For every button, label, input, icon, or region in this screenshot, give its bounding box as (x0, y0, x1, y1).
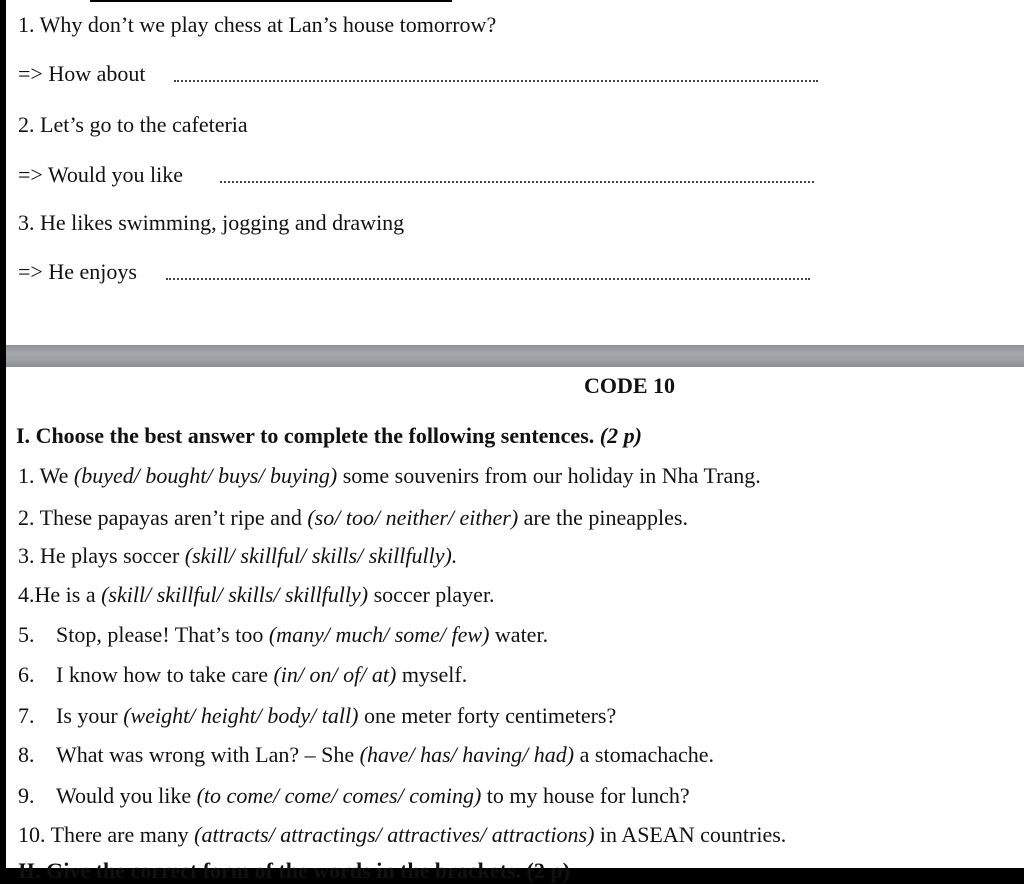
question-5 (18, 622, 548, 648)
rewrite-item-3 (18, 210, 404, 236)
rewrite-item-1 (18, 12, 496, 38)
answer-blank-3[interactable] (166, 278, 810, 280)
rewrite-prompt-1 (18, 61, 145, 87)
question-3 (18, 543, 457, 569)
question-3-number: 3. (18, 543, 35, 568)
question-6 (18, 662, 467, 688)
question-5-after: water. (494, 622, 549, 647)
question-2 (18, 505, 688, 531)
question-3-before: He plays soccer (40, 543, 180, 568)
question-8-options[interactable]: (have/ has/ having/ had) (359, 742, 575, 767)
question-7-options[interactable]: (weight/ height/ body/ tall) (123, 703, 359, 728)
question-7-before: Is your (56, 703, 118, 728)
question-7-after: one meter forty centimeters? (363, 703, 617, 728)
section-2-heading-cutoff (18, 858, 570, 884)
rewrite-item-3-text: He likes swimming, jogging and drawing (40, 210, 405, 235)
question-9-number: 9. (18, 783, 35, 808)
question-2-after: are the pineapples. (523, 505, 688, 530)
section-1-points: (2 p) (599, 423, 642, 448)
answer-blank-2[interactable] (220, 181, 814, 183)
question-1 (18, 463, 761, 489)
rewrite-item-2-text: Let’s go to the cafeteria (40, 112, 248, 137)
question-4-before: He is a (34, 582, 96, 607)
rewrite-prompt-3-text: => He enjoys (18, 259, 137, 284)
question-10-after: in ASEAN countries. (599, 822, 787, 847)
question-10 (18, 822, 786, 848)
question-4-options[interactable]: (skill/ skillful/ skills/ skillfully) (101, 582, 369, 607)
question-8-before: What was wrong with Lan? – She (56, 742, 355, 767)
question-9-after: to my house for lunch? (486, 783, 690, 808)
code-title-text: CODE 10 (584, 373, 676, 398)
answer-blank-1[interactable] (174, 80, 818, 82)
question-4-after: soccer player. (373, 582, 495, 607)
question-9-options[interactable]: (to come/ come/ comes/ coming) (196, 783, 482, 808)
question-8-after: a stomachache. (579, 742, 714, 767)
question-4-number: 4. (18, 582, 35, 607)
rewrite-prompt-3 (18, 259, 137, 285)
worksheet-page (6, 0, 1024, 883)
page-break-band (6, 345, 1024, 367)
question-1-number: 1. (18, 463, 35, 488)
rewrite-item-2 (18, 112, 248, 138)
question-6-number: 6. (18, 662, 35, 687)
question-4 (18, 582, 495, 608)
question-10-before: There are many (50, 822, 189, 847)
question-10-options[interactable]: (attracts/ attractings/ attractives/ attractions) (194, 822, 595, 847)
rewrite-item-2-number: 2. (18, 112, 35, 137)
question-6-after: myself. (401, 662, 468, 687)
question-8-number: 8. (18, 742, 35, 767)
question-9-before: Would you like (56, 783, 192, 808)
question-9 (18, 783, 690, 809)
rewrite-item-1-text: Why don’t we play chess at Lan’s house tomorrow? (39, 12, 497, 37)
section-1-roman: I. (16, 423, 31, 448)
question-7-number: 7. (18, 703, 35, 728)
question-3-options[interactable]: (skill/ skillful/ skills/ skillfully). (184, 543, 458, 568)
section-1-heading (16, 423, 642, 449)
question-6-before: I know how to take care (56, 662, 268, 687)
rewrite-item-1-number: 1. (18, 12, 35, 37)
question-2-number: 2. (18, 505, 35, 530)
rewrite-item-3-number: 3. (18, 210, 35, 235)
top-rule (90, 0, 452, 2)
question-10-number: 10. (18, 822, 46, 847)
rewrite-prompt-2-text: => Would you like (18, 162, 184, 187)
question-1-options[interactable]: (buyed/ bought/ buys/ buying) (73, 463, 338, 488)
question-2-before: These papayas aren’t ripe and (39, 505, 302, 530)
question-1-before: We (39, 463, 69, 488)
question-1-after: some souvenirs from our holiday in Nha Trang. (342, 463, 761, 488)
question-5-number: 5. (18, 622, 35, 647)
rewrite-prompt-2 (18, 162, 183, 188)
question-2-options[interactable]: (so/ too/ neither/ either) (307, 505, 519, 530)
question-5-before: Stop, please! That’s too (56, 622, 264, 647)
question-7 (18, 703, 616, 729)
section-1-heading-text: Choose the best answer to complete the following sentences. (35, 423, 595, 448)
section-2-heading-text: II. Give the correct form of the words in the brackets. (2 p) (18, 858, 570, 883)
code-title (584, 373, 675, 399)
question-8 (18, 742, 714, 768)
question-5-options[interactable]: (many/ much/ some/ few) (268, 622, 490, 647)
rewrite-prompt-1-text: => How about (18, 61, 146, 86)
question-6-options[interactable]: (in/ on/ of/ at) (273, 662, 397, 687)
